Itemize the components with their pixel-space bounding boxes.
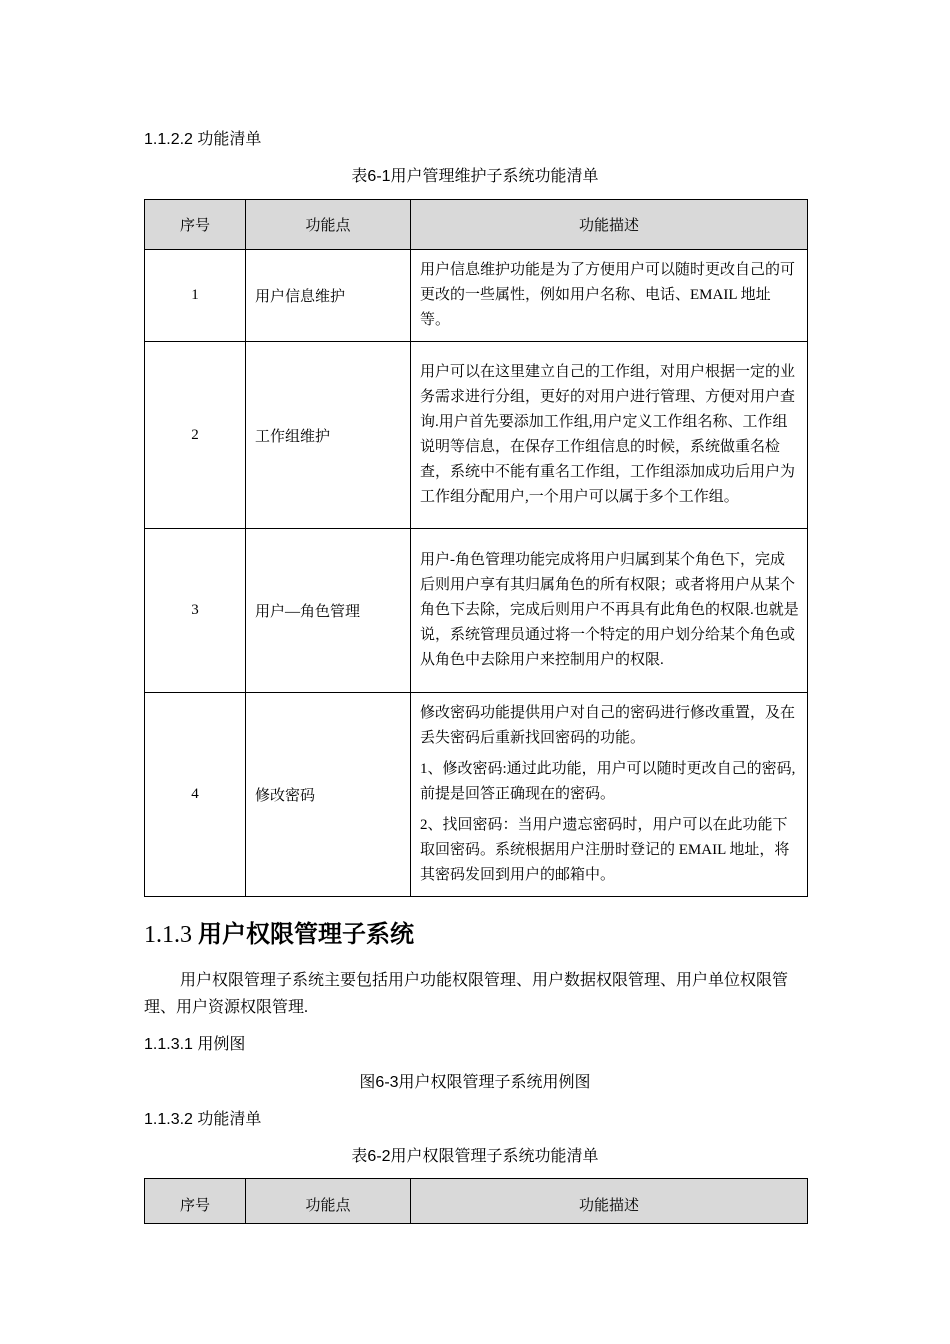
heading-number: 1.1.3	[144, 922, 192, 948]
row-description	[411, 529, 808, 693]
figure-caption: 图6-3用户权限管理子系统用例图	[359, 1074, 591, 1091]
heading-title: 用户权限管理子系统	[198, 921, 414, 948]
heading-1-1-3-1: 1.1.3.1 用例图	[144, 1036, 246, 1053]
row-no: 2	[145, 342, 246, 529]
table-row	[145, 529, 808, 693]
table2-header-row	[145, 1179, 808, 1224]
table-row	[145, 342, 808, 529]
heading-1-1-3-2: 1.1.3.2 功能清单	[144, 1111, 262, 1128]
desc-paragraph: 2、找回密码：当用户遗忘密码时，用户可以在此功能下取回密码。系统根据用户注册时登记的 EMAIL 地址，将其密码发回到用户的邮箱中。	[420, 817, 790, 883]
heading-1-1-2-2: 1.1.2.2 功能清单	[144, 131, 262, 148]
desc-paragraph: 用户信息维护功能是为了方便用户可以随时更改自己的可更改的一些属性，例如用户名称、电话、EMAIL 地址等。	[420, 262, 796, 328]
row-description	[411, 693, 808, 897]
table2	[144, 1178, 808, 1224]
table2-caption: 表6-2用户权限管理子系统功能清单	[351, 1148, 599, 1165]
table-row	[145, 250, 808, 342]
header-function: 功能点	[246, 1179, 411, 1224]
header-no: 序号	[145, 1179, 246, 1224]
row-function: 用户—角色管理	[246, 529, 411, 693]
row-function: 用户信息维护	[246, 250, 411, 342]
row-function: 修改密码	[246, 693, 411, 897]
desc-paragraph: 用户可以在这里建立自己的工作组，对用户根据一定的业务需求进行分组，更好的对用户进行管理、方便对用户查询.用户首先要添加工作组,用户定义工作组名称、工作组说明等信息，在保存工作组信息的时候，系统做重名检查，系统中不能有重名工作组，工作组添加成功后用户为工作组分配用户,一个用户可以属于多个工作组。	[420, 364, 796, 505]
section-paragraph: 用户权限管理子系统主要包括用户功能权限管理、用户数据权限管理、用户单位权限管理、用户资源权限管理.	[144, 972, 789, 1016]
table1-header-row	[145, 200, 808, 250]
table1	[144, 199, 808, 897]
desc-paragraph: 1、修改密码:通过此功能，用户可以随时更改自己的密码,前提是回答正确现在的密码。	[420, 761, 796, 802]
table-row	[145, 693, 808, 897]
row-description	[411, 342, 808, 529]
header-no: 序号	[145, 200, 246, 250]
row-description	[411, 250, 808, 342]
table1-caption: 表6-1用户管理维护子系统功能清单	[351, 168, 599, 185]
header-description: 功能描述	[411, 1179, 808, 1224]
heading-1-1-3	[144, 914, 414, 949]
desc-paragraph: 用户-角色管理功能完成将用户归属到某个角色下，完成后则用户享有其归属角色的所有权限；或者将用户从某个角色下去除，完成后则用户不再具有此角色的权限.也就是说，系统管理员通过将一个特定的用户划分给某个角色或从角色中去除用户来控制用户的权限.	[420, 552, 799, 668]
desc-paragraph: 修改密码功能提供用户对自己的密码进行修改重置，及在丢失密码后重新找回密码的功能。	[420, 705, 796, 746]
header-description: 功能描述	[411, 200, 808, 250]
row-no: 4	[145, 693, 246, 897]
row-no: 1	[145, 250, 246, 342]
row-no: 3	[145, 529, 246, 693]
header-function: 功能点	[246, 200, 411, 250]
row-function: 工作组维护	[246, 342, 411, 529]
